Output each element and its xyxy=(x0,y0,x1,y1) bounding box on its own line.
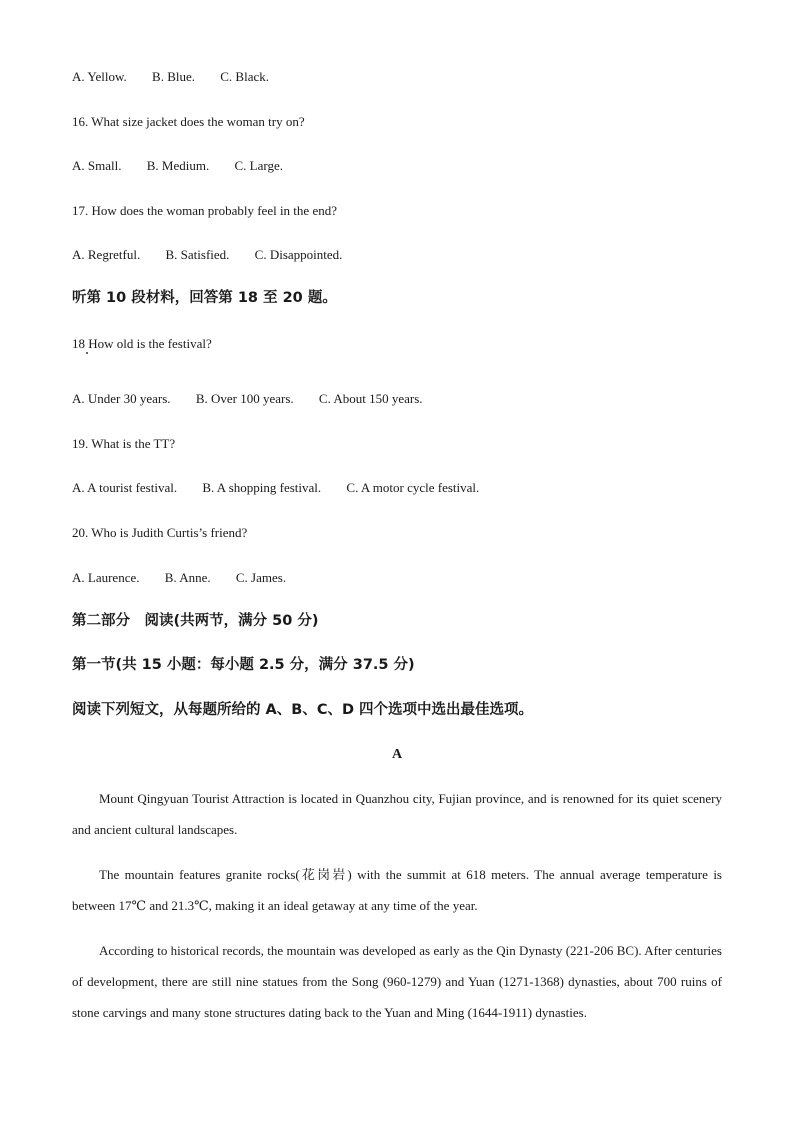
section1-heading: 第一节(共 15 小题：每小题 2.5 分，满分 37.5 分) xyxy=(72,657,415,673)
q16-options xyxy=(72,158,305,174)
q17-options xyxy=(72,247,364,263)
part2-heading: 第二部分 阅读(共两节，满分 50 分) xyxy=(72,613,319,629)
q20-option-c: C. James. xyxy=(235,570,287,585)
q17-option-a: A. Regretful. xyxy=(72,247,141,262)
q16-question: 16. What size jacket does the woman try on? xyxy=(72,114,305,129)
q19-options xyxy=(72,480,501,496)
passage-label: A xyxy=(391,747,403,762)
q20-option-a: A. Laurence. xyxy=(72,570,140,585)
q17-question: 17. How does the woman probably feel in the end? xyxy=(72,203,337,218)
q20-question: 20. Who is Judith Curtis’s friend? xyxy=(72,525,248,540)
q18-option-a: A. Under 30 years. xyxy=(72,391,171,406)
q17-option-b: B. Satisfied. xyxy=(165,247,230,262)
q15-options xyxy=(72,69,291,85)
q18-options xyxy=(72,391,445,407)
q18-option-b: B. Over 100 years. xyxy=(195,391,294,406)
stray-dot xyxy=(86,352,88,354)
q15-option-c: C. Black. xyxy=(220,69,270,84)
section10-heading: 听第 10 段材料，回答第 18 至 20 题。 xyxy=(72,290,337,306)
q18-option-c: C. About 150 years. xyxy=(318,391,423,406)
q19-option-a: A. A tourist festival. xyxy=(72,480,178,495)
q15-option-a: A. Yellow. xyxy=(72,69,127,84)
q18-question: 18 How old is the festival? xyxy=(72,336,212,351)
passage-paragraph-2: The mountain features granite rocks(花岗岩) with the summit at 618 meters. The annual average temperature is between 17℃ and 21.3℃, making it an ideal getaway at any time of the year. xyxy=(72,867,722,913)
passage-paragraph-3: According to historical records, the mountain was developed as early as the Qin Dynasty (221-206 BC). After centuries of development, there are still nine statues from the Song (960-1279) and Yuan (1271-1368) dynasties, about 700 ruins of stone carvings and many stone structures dating back to the Yuan and Ming (1644-1911) dynasties. xyxy=(72,943,722,1020)
q16-option-a: A. Small. xyxy=(72,158,122,173)
q15-option-b: B. Blue. xyxy=(152,69,196,84)
q17-option-c: C. Disappointed. xyxy=(254,247,343,262)
q19-question: 19. What is the TT? xyxy=(72,436,176,451)
q19-option-b: B. A shopping festival. xyxy=(202,480,322,495)
q16-option-b: B. Medium. xyxy=(146,158,210,173)
q20-option-b: B. Anne. xyxy=(164,570,211,585)
q20-options xyxy=(72,570,308,586)
passage-paragraph-1: Mount Qingyuan Tourist Attraction is located in Quanzhou city, Fujian province, and is renowned for its quiet scenery and ancient cultural landscapes. xyxy=(72,791,722,837)
q19-option-c: C. A motor cycle festival. xyxy=(346,480,480,495)
q16-option-c: C. Large. xyxy=(234,158,283,173)
reading-instruction: 阅读下列短文，从每题所给的 A、B、C、D 四个选项中选出最佳选项。 xyxy=(72,702,534,718)
